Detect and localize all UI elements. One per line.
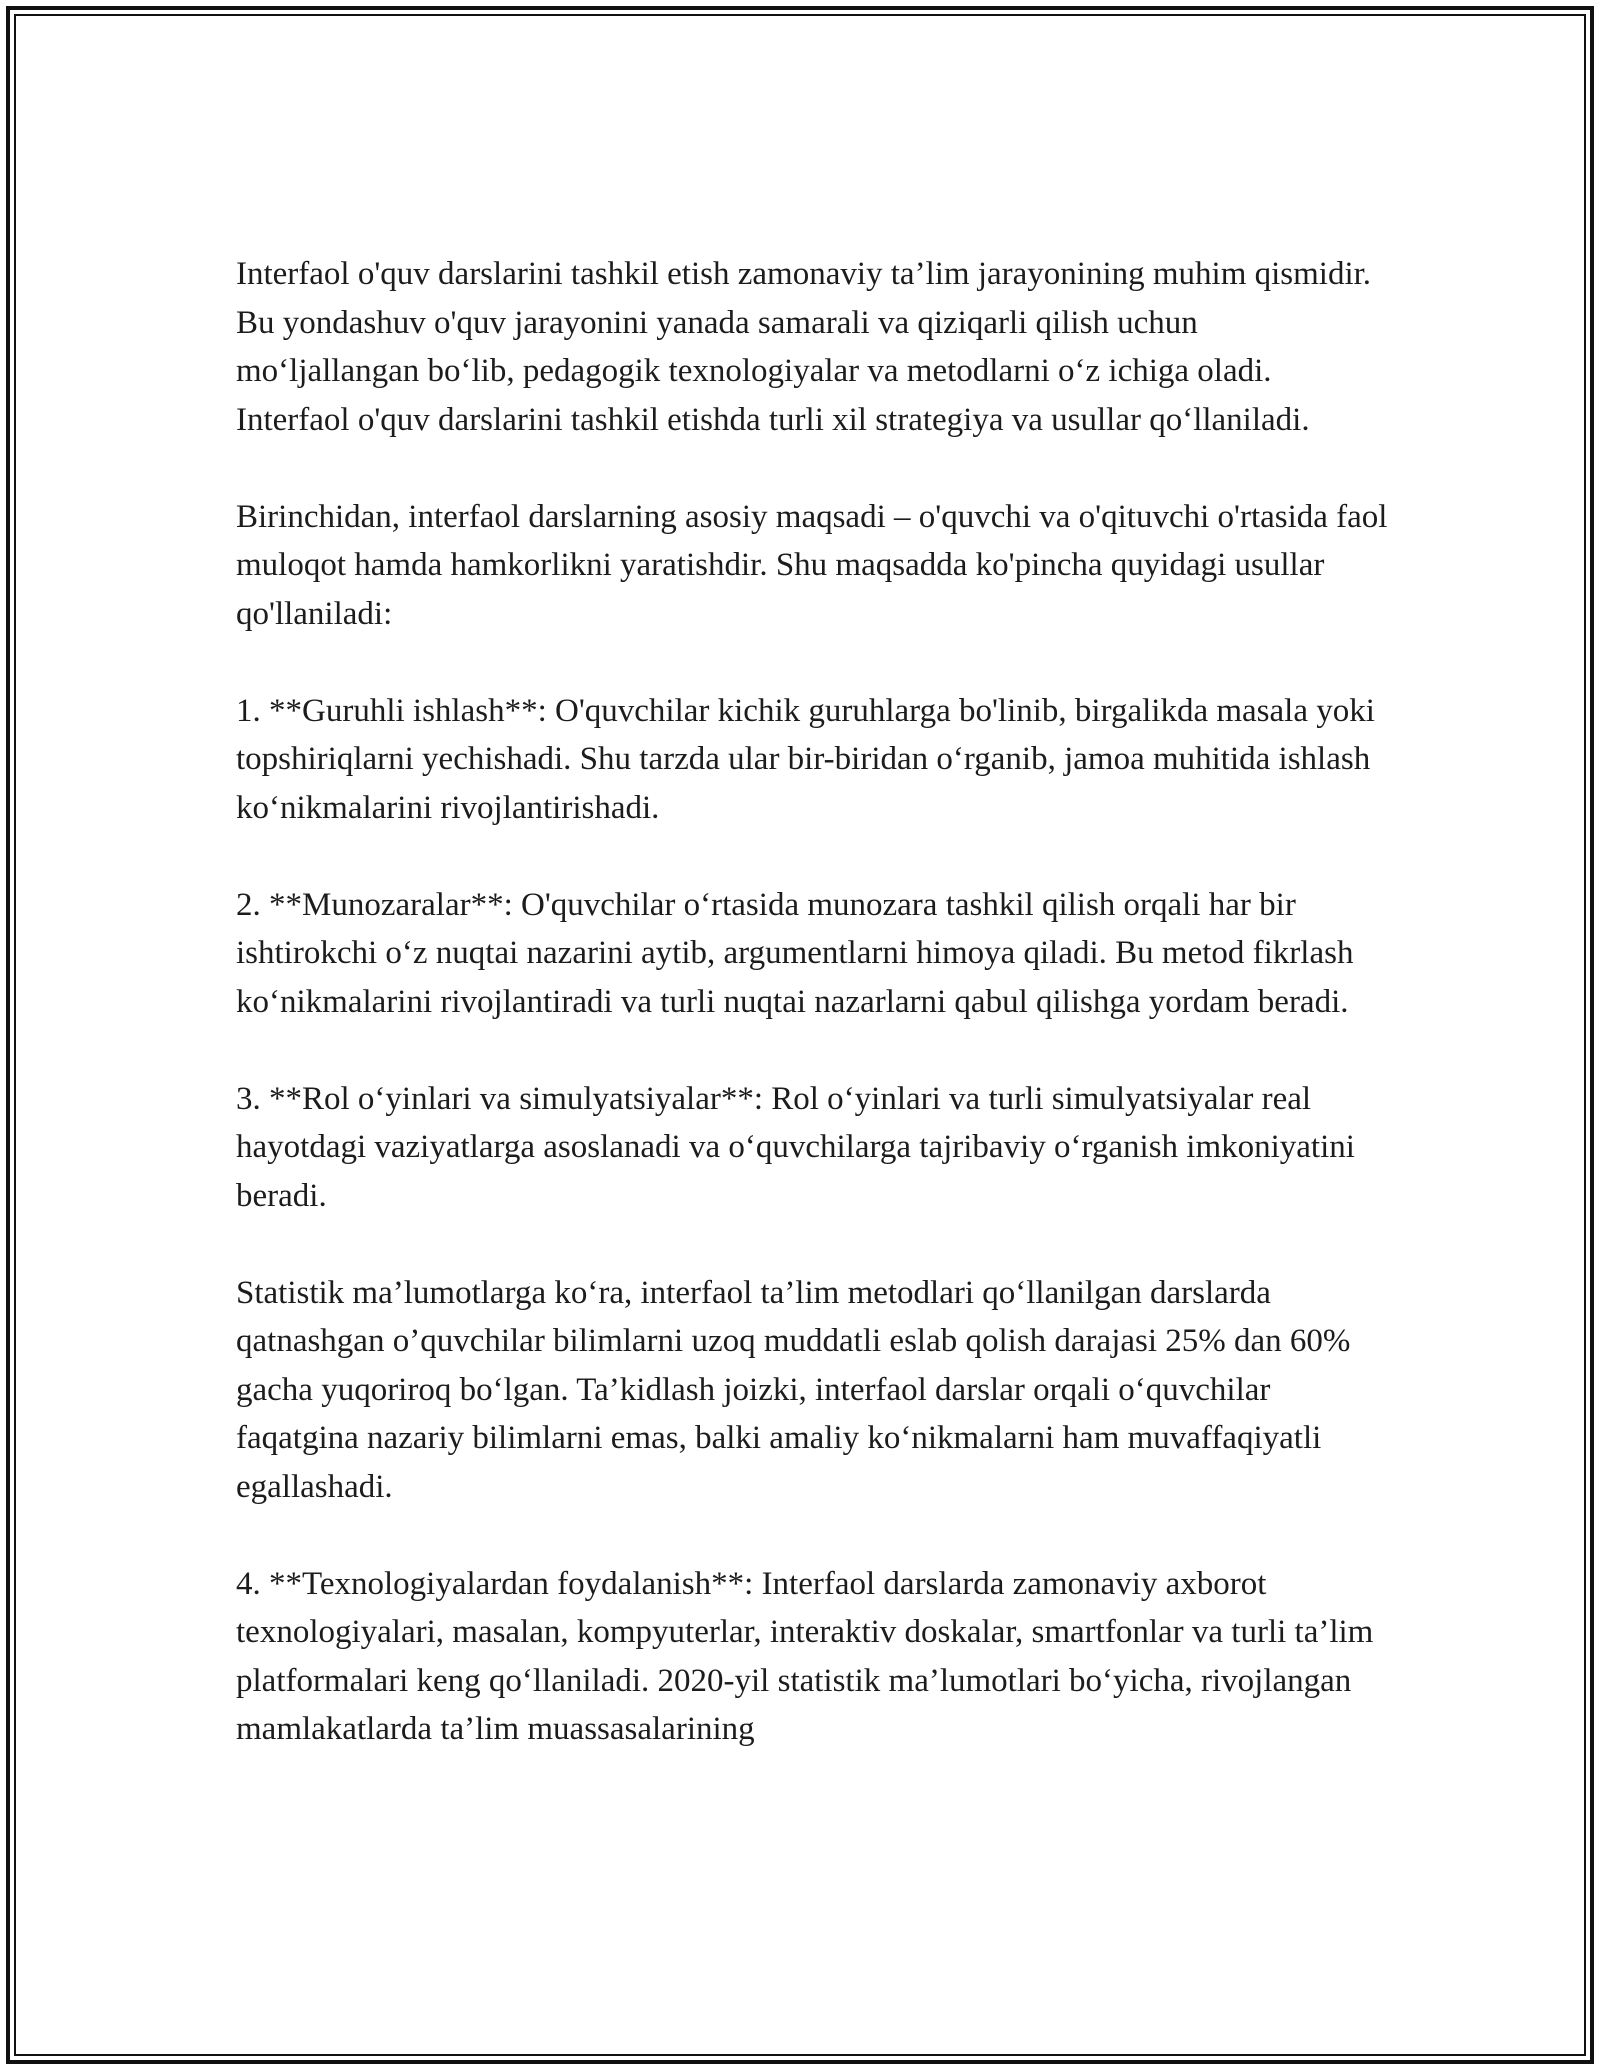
paragraph-goal: Birinchidan, interfaol darslarning asosiy maqsadi – o'quvchi va o'qituvchi o'rtasida faol muloqot hamda hamkorlikni yaratishdir. Shu maqsadda ko'pincha quyidagi usullar qo'llaniladi: bbox=[236, 498, 1388, 632]
list-item-technology: 4. **Texnologiyalardan foydalanish**: Interfaol darslarda zamonaviy axborot texnologiyalari, masalan, kompyuterlar, interaktiv doskalar, smartfonlar va turli ta’lim platformalari keng qoʻllaniladi. 2020-yil statistik ma’lumotlari boʻyicha, rivojlangan mamlakatlarda ta’lim muassasalarining bbox=[236, 1565, 1374, 1747]
list-item-discussions: 2. **Munozaralar**: O'quvchilar oʻrtasida munozara tashkil qilish orqali har bir ishtirokchi oʻz nuqtai nazarini aytib, argumentlarni himoya qiladi. Bu metod fikrlash koʻnikmalarini rivojlantiradi va turli nuqtai nazarlarni qabul qilishga yordam beradi. bbox=[236, 886, 1354, 1020]
paragraph-intro: Interfaol o'quv darslarini tashkil etish zamonaviy ta’lim jarayonining muhim qismidir. Bu yondashuv o'quv jarayonini yanada samarali va qiziqarli qilish uchun moʻljallangan boʻlib, pedagogik texnologiyalar va metodlarni oʻz ichiga oladi. Interfaol o'quv darslarini tashkil etishda turli xil strategiya va usullar qoʻllaniladi. bbox=[236, 256, 1372, 438]
list-item-group-work: 1. **Guruhli ishlash**: O'quvchilar kichik guruhlarga bo'linib, birgalikda masala yoki topshiriqlarni yechishadi. Shu tarzda ular bir-biridan oʻrganib, jamoa muhitida ishlash koʻnikmalarini rivojlantirishadi. bbox=[236, 692, 1375, 826]
paragraph-statistics: Statistik ma’lumotlarga koʻra, interfaol ta’lim metodlari qoʻllanilgan darslarda qatnashgan o’quvchilar bilimlarni uzoq muddatli eslab qolish darajasi 25% dan 60% gacha yuqoriroq boʻlgan. Ta’kidlash joizki, interfaol darslar orqali oʻquvchilar faqatgina nazariy bilimlarni emas, balki amaliy koʻnikmalarni ham muvaffaqiyatli egallashadi. bbox=[236, 1274, 1351, 1505]
document-body bbox=[236, 250, 1388, 1802]
list-item-role-play: 3. **Rol oʻyinlari va simulyatsiyalar**: Rol oʻyinlari va turli simulyatsiyalar real hayotdagi vaziyatlarga asoslanadi va oʻquvchilarga tajribaviy oʻrganish imkoniyatini beradi. bbox=[236, 1080, 1355, 1214]
